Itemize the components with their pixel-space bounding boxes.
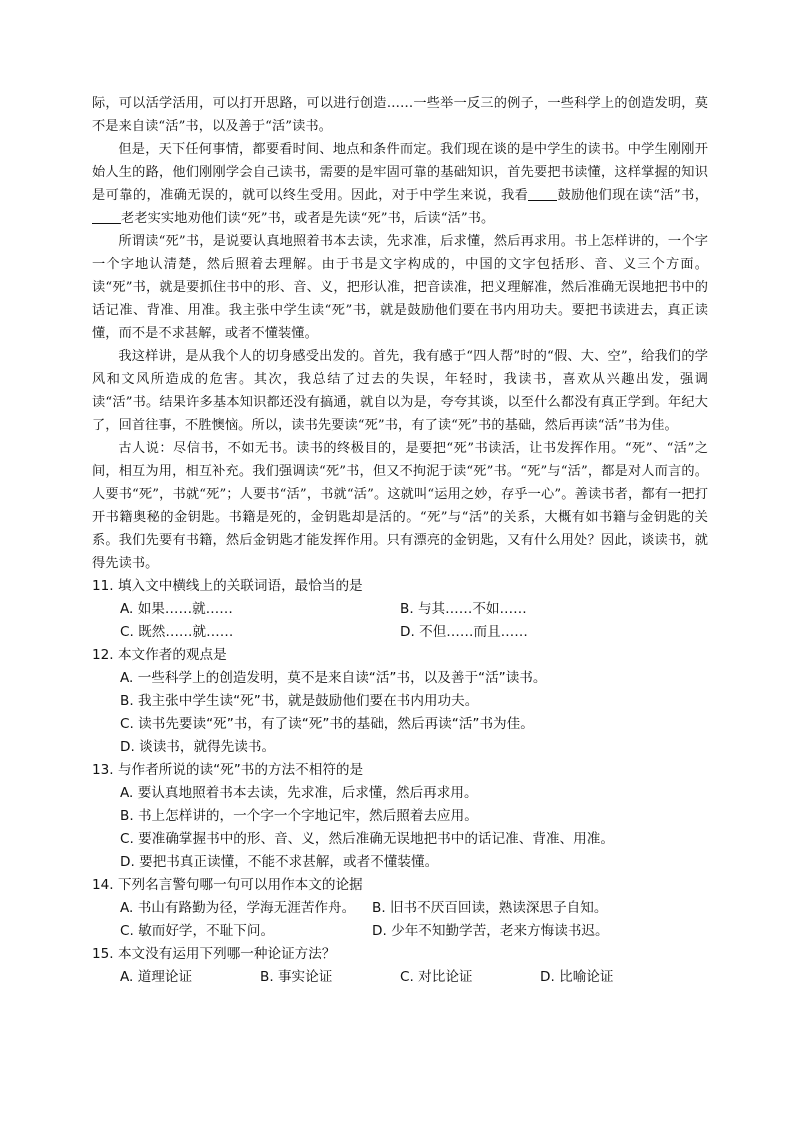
question-stem: 15. 本文没有运用下列哪一种论证方法？	[92, 946, 336, 962]
option-b[interactable]: B. 书上怎样讲的，一个字一个字地记牢，然后照着去应用。	[120, 808, 478, 824]
option-row	[92, 621, 708, 644]
option-c[interactable]: C. 要准确掌握书中的形、音、义，然后准确无误地把书中的话记准、背准、用准。	[120, 831, 614, 847]
option-c[interactable]: C. 敏而好学，不耻下问。	[120, 923, 275, 939]
paragraph-text: 老老实实地劝他们读“死”书，或者是先读“死”书，后读“活”书。	[121, 211, 495, 226]
option-b[interactable]: B. 事实论证	[260, 969, 333, 985]
option-a[interactable]: A. 要认真地照着书本去读，先求准，后求懂，然后再求用。	[120, 785, 478, 801]
question-13	[92, 759, 708, 874]
option-d[interactable]: D. 比喻论证	[540, 969, 614, 985]
option-a[interactable]: A. 道理论证	[120, 969, 193, 985]
question-12	[92, 644, 708, 759]
passage-paragraph: 际，可以活学活用，可以打开思路，可以进行创造……一些举一反三的例子，一些科学上的创造发明，莫不是来自读“活”书，以及善于“活”读书。	[92, 96, 708, 134]
question-stem: 11. 填入文中横线上的关联词语，最恰当的是	[92, 578, 363, 594]
exam-page	[92, 92, 708, 989]
question-stem: 13. 与作者所说的读“死”书的方法不相符的是	[92, 762, 364, 778]
passage-paragraph: 所谓读“死”书，是说要认真地照着书本去读，先求准，后求懂，然后再求用。书上怎样讲的，一个字一个字地认清楚，然后照着去理解。由于书是文字构成的，中国的文字包括形、音、义三个方面。读“死”书，就是要抓住书中的形、音、义，把形认准，把音读准，把义理解准，然后准确无误地把书中的话记准、背准、用准。我主张中学生读“死”书，就是鼓励他们要在书内用功夫。要把书读进去，真正读懂，而不是不求甚解，或者不懂装懂。	[92, 234, 708, 341]
option-d[interactable]: D. 不但……而且……	[400, 624, 528, 640]
passage-paragraph: 我这样讲，是从我个人的切身感受出发的。首先，我有感于“四人帮”时的“假、大、空”，给我们的学风和文风所造成的危害。其次，我总结了过去的失误，年轻时，我读书，喜欢从兴趣出发，强调读“活”书。结果许多基本知识都还没有搞通，就自以为是，夸夸其谈，以至什么都没有真正学到。年纪大了，回首往事，不胜懊恼。所以，读书先要读“死”书，有了读“死”书的基础，然后再读“活”书为佳。	[92, 349, 708, 433]
question-15	[92, 943, 708, 989]
option-a[interactable]: A. 书山有路勤为径，学海无涯苦作舟。	[120, 900, 356, 916]
option-c[interactable]: C. 读书先要读“死”书，有了读“死”书的基础，然后再读“活”书为佳。	[120, 716, 534, 732]
question-11	[92, 575, 708, 644]
fill-blank-1[interactable]	[528, 186, 557, 201]
reading-passage	[92, 92, 708, 575]
question-14	[92, 874, 708, 943]
passage-paragraph: 古人说：尽信书，不如无书。读书的终极目的，是要把“死”书读活，让书发挥作用。“死”、“活”之间，相互为用，相互补充。我们强调读“死”书，但又不拘泥于读“死”书。“死”与“活”，都是对人而言的。人要书“死”，书就“死”；人要书“活”，书就“活”。这就叫“运用之妙，存乎一心”。善读书者，都有一把打开书籍奥秘的金钥匙。书籍是死的，金钥匙却是活的。“死”与“活”的关系，大概有如书籍与金钥匙的关系。我们先要有书籍，然后金钥匙才能发挥作用。只有漂亮的金钥匙，又有什么用处？因此，谈读书，就得先读书。	[92, 441, 708, 571]
option-row	[92, 966, 708, 989]
paragraph-text: 但是，天下任何事情，都要看时间、地点和条件而定。我们现在谈的是中学生的读书。中学生刚刚开始人生的路，他们刚刚学会自己读书，需要的是牢固可靠的基础知识，首先要把书读懂，这样掌握的知识是可靠的，准确无误的，就可以终生受用。因此，对于中学生来说，我看	[92, 142, 708, 203]
option-b[interactable]: B. 我主张中学生读“死”书，就是鼓励他们要在书内用功夫。	[120, 693, 479, 709]
option-c[interactable]: C. 对比论证	[400, 969, 473, 985]
option-b[interactable]: B. 旧书不厌百回读，熟读深思子自知。	[372, 900, 608, 916]
option-row	[92, 598, 708, 621]
question-stem: 14. 下列名言警句哪一句可以用作本文的论据	[92, 877, 363, 893]
passage-paragraph-with-blanks	[92, 138, 708, 230]
option-row	[92, 897, 708, 920]
option-d[interactable]: D. 谈读书，就得先读书。	[120, 739, 276, 755]
option-d[interactable]: D. 要把书真正读懂，不能不求甚解，或者不懂装懂。	[120, 854, 439, 870]
option-row	[92, 920, 708, 943]
paragraph-text: 鼓励他们现在读“活”书，	[557, 188, 709, 203]
option-c[interactable]: C. 既然……就……	[120, 624, 234, 640]
option-a[interactable]: A. 如果……就……	[120, 601, 233, 617]
option-a[interactable]: A. 一些科学上的创造发明，莫不是来自读“活”书，以及善于“活”读书。	[120, 670, 547, 686]
question-stem: 12. 本文作者的观点是	[92, 647, 227, 663]
option-b[interactable]: B. 与其……不如……	[400, 601, 527, 617]
fill-blank-2[interactable]	[92, 209, 121, 224]
option-d[interactable]: D. 少年不知勤学苦，老来方悔读书迟。	[372, 923, 609, 939]
